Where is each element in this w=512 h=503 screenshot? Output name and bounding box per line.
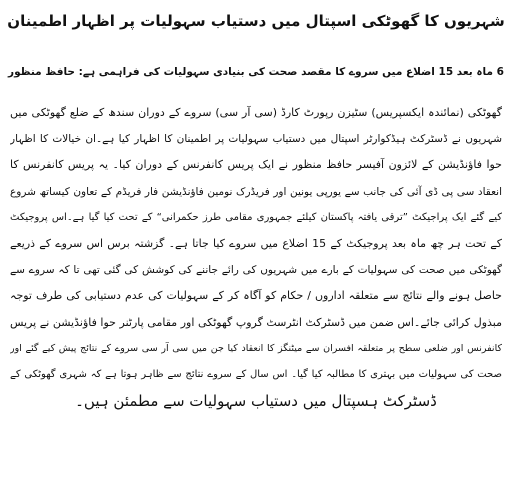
- article-body-line: گھوٹکی میں صحت کی سہولیات کے بارے میں شہریوں کی رائے جاننے کی کوشش کی گئی تھی تا کہ سروے سے: [10, 264, 502, 277]
- article-body: [10, 100, 502, 414]
- article-body-line: حاصل ہونے والے نتائج سے متعلقہ اداروں / حکام کو آگاہ کر کے سہولیات کی عدم دستیابی کی طرف توجہ: [10, 289, 502, 303]
- article-body-line: شہریوں نے ڈسٹرکٹ ہیڈکوارٹر اسپتال میں دستیاب سہولیات پر اطمینان کا اظہار کیا ہے۔ان خیالات کا اظہار: [10, 133, 502, 146]
- article-subheadline: 6 ماہ بعد 15 اضلاع میں سروے کا مقصد صحت کی بنیادی سہولیات کی فراہمی ہے: حافظ منظور: [8, 66, 504, 78]
- article-body-line: گھوٹکی (نمائندہ ایکسپریس) سٹیزن رپورٹ کارڈ (سی آر سی) سروے کے دوران سندھ کے ضلع گھوٹکی میں: [10, 106, 502, 119]
- article-body-line: مبذول کرائی جائے۔اس ضمن میں ڈسٹرکٹ انٹرسٹ گروپ گھوٹکی اور مقامی پارٹنر حوا فاؤنڈیشن نے پریس: [10, 315, 502, 329]
- article-body-line: صحت کی سہولیات میں بہتری کا مطالبہ کیا گیا۔ اس سال کے سروے نتائج سے ظاہر ہوتا ہے کہ شہری گھوٹکی کے: [10, 368, 502, 380]
- article-headline: شہریوں کا گھوٹکی اسپتال میں دستیاب سہولیات پر اظہار اطمینان: [7, 12, 505, 30]
- article-body-line: کے تحت ہر چھ ماہ بعد پروجیکٹ کے 15 اضلاع میں سروے کیا جاتا ہے۔ گزشتہ برس اس سروے کے ذریعے: [10, 236, 502, 250]
- article-body-line: کانفرنس اور ضلعی سطح پر متعلقہ افسران سے میٹنگز کا انعقاد کیا جن میں سی آر سی سروے کے نتائج پیش کیے گئے اور: [10, 342, 502, 354]
- article-body-line: کیے گئے ایک پراجیکٹ ”ترقی یافتہ پاکستان کیلئے جمہوری مقامی طرز حکمرانی“ کے تحت کیا گیا ہے۔اس پروجیکٹ: [10, 211, 502, 223]
- article-body-line-last: ڈسٹرکٹ ہسپتال میں دستیاب سہولیات سے مطمئن ہیں۔: [75, 392, 437, 411]
- article-body-line: حوا فاؤنڈیشن کے لائزون آفیسر حافظ منظور نے ایک پریس کانفرنس کے دوران کیا۔ یہ پریس کانفرنس کا: [10, 158, 502, 172]
- article-body-line: انعقاد سی پی ڈی آئی کی جانب سے یورپی یونین اور فریڈرک نومین فاؤنڈیشن فار فریڈم کے تعاون کیساتھ شروع: [10, 185, 502, 198]
